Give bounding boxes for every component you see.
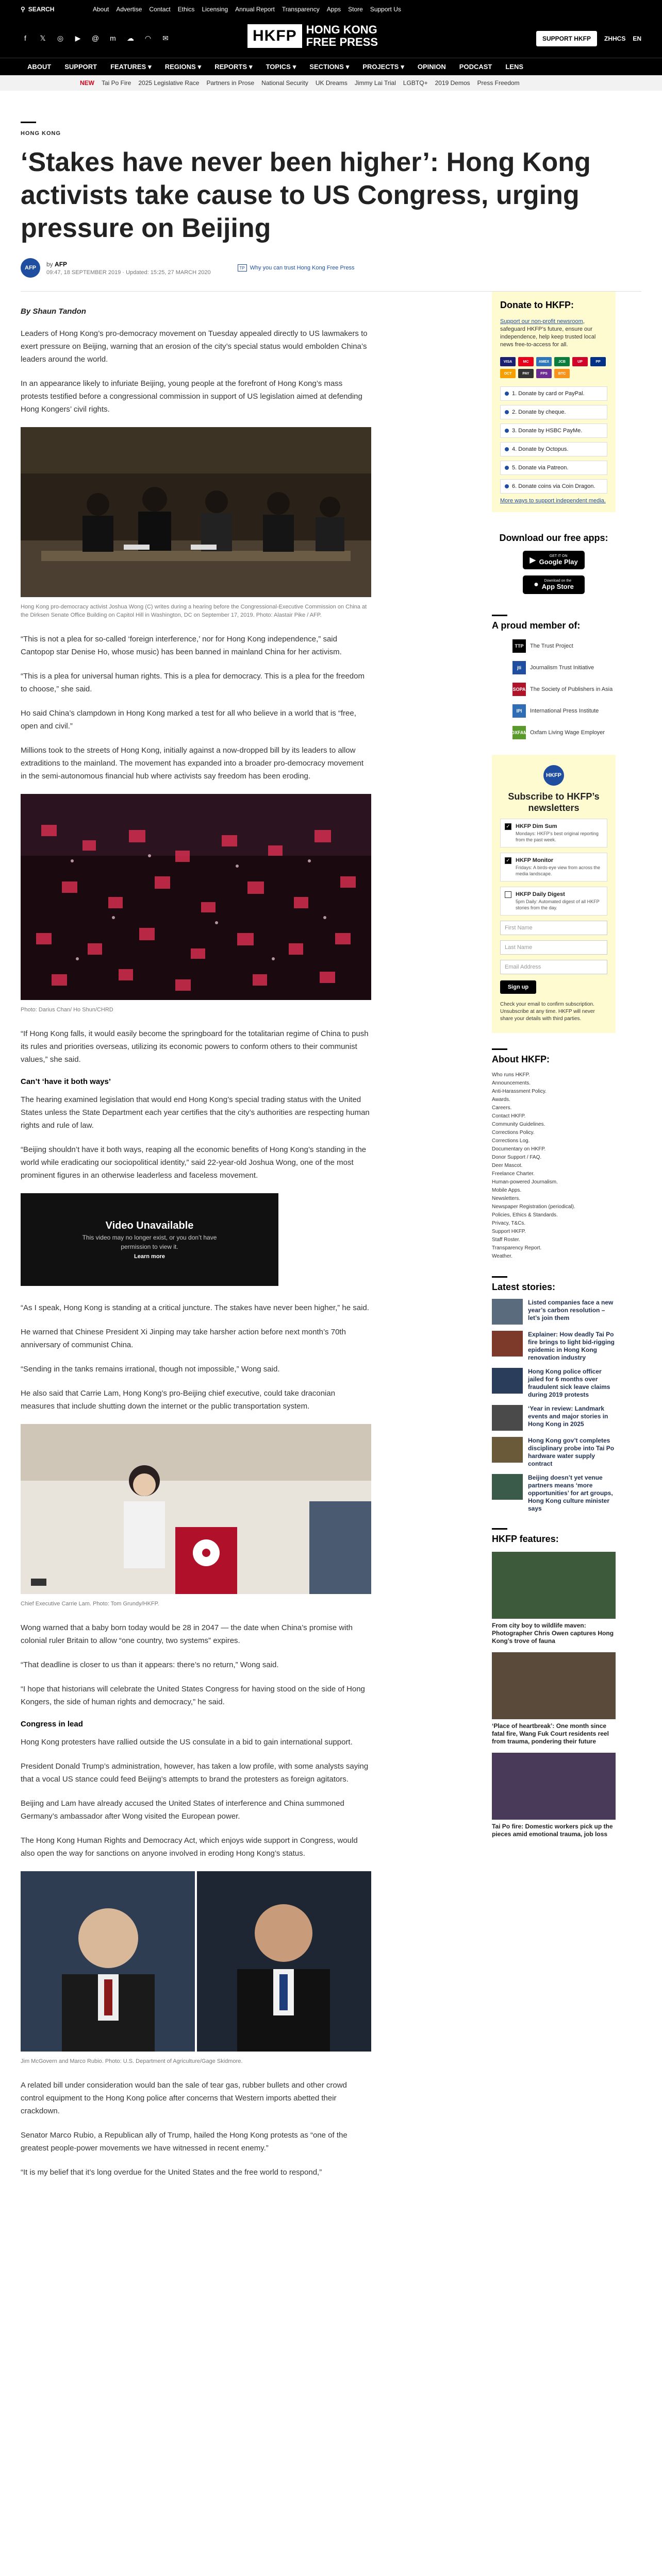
donate-option[interactable]: [500, 405, 607, 419]
member-logo-icon: IPI: [512, 704, 526, 718]
feature-thumbnail: [492, 1552, 616, 1619]
trending-link[interactable]: National Security: [261, 79, 308, 87]
about-link[interactable]: Donor Support / FAQ.: [492, 1155, 542, 1160]
story-thumbnail: [492, 1368, 523, 1394]
article-category[interactable]: HONG KONG: [21, 130, 61, 137]
nav-item[interactable]: [259, 63, 303, 71]
paragraph: “This is not a plea for so-called ‘foreign interference,’ nor for Hong Kong independence,” said Cantopop star Denise Ho, whose music) has been banned in mainland China for her activism.: [21, 635, 342, 656]
members-section: [492, 615, 616, 739]
story-title[interactable]: Explainer: How deadly Tai Po fire brings to light bid-rigging epidemic in Hong Kong renovation industry: [528, 1331, 615, 1361]
about-link[interactable]: Freelance Charter.: [492, 1171, 535, 1177]
top-link[interactable]: Licensing: [202, 6, 228, 13]
youtube-icon[interactable]: ▶: [75, 33, 81, 42]
signup-button[interactable]: Sign up: [500, 980, 536, 994]
features-title: HKFP features:: [492, 1534, 559, 1544]
nav-item-label: PODCAST: [459, 63, 492, 71]
newsletter-option-text: [516, 823, 603, 843]
member-name: International Press Institute: [530, 708, 599, 714]
about-link[interactable]: Community Guidelines.: [492, 1122, 545, 1127]
top-link[interactable]: Support Us: [370, 6, 401, 13]
figure-hearing: [21, 427, 371, 619]
paragraph: “Beijing shouldn’t have it both ways, reaping all the economic benefits of Hong Kong’s standing in the world while eradicating our sociopolitical identity,” said 22-year-old Joshua Wong, one of the most prominent figures in an otherwise leaderless and faceless movement.: [21, 1145, 367, 1180]
site-logo[interactable]: [247, 24, 378, 48]
top-link[interactable]: Store: [348, 6, 363, 13]
top-link[interactable]: Transparency: [282, 6, 320, 13]
checkbox[interactable]: ✓: [505, 857, 511, 864]
donate-option-label: 5. Donate via Patreon.: [512, 465, 569, 471]
story-title[interactable]: Hong Kong gov’t completes disciplinary probe into Tai Po hardware water supply contract: [528, 1437, 615, 1467]
members-title: A proud member of:: [492, 620, 581, 631]
paragraph: “That deadline is closer to us than it appears: there’s no return,” Wong said.: [21, 1660, 279, 1669]
search-button[interactable]: ⚲ SEARCH: [21, 6, 55, 13]
nav-item-label: TOPICS: [266, 63, 291, 71]
author-avatar[interactable]: AFP: [21, 258, 40, 278]
rss-icon[interactable]: ◠: [144, 33, 152, 42]
story-thumbnail: [492, 1474, 523, 1500]
donate-option-label: 3. Donate by HSBC PayMe.: [512, 428, 583, 434]
chevron-down-icon: ▾: [197, 62, 202, 71]
story-title[interactable]: Beijing doesn’t yet venue partners means ‘more opportunities’ for art groups, Hong Kong culture minister says: [528, 1474, 613, 1512]
member-name: Journalism Trust Initiative: [530, 665, 594, 671]
paragraph: Beijing and Lam have already accused the United States of interference and China summoned Germany’s ambassador after Wong visited the European power.: [21, 1799, 344, 1821]
google-play-button[interactable]: ▶ GET IT ON Google Play: [523, 551, 585, 569]
about-section: [492, 1048, 616, 1261]
paragraph: “Sending in the tanks remains irrational, though not impossible,” Wong said.: [21, 1365, 280, 1374]
category-rule: [21, 122, 36, 123]
donate-option-label: 2. Donate by cheque.: [512, 409, 566, 415]
about-link[interactable]: Corrections Policy.: [492, 1130, 535, 1136]
nav-item-label: PROJECTS: [362, 63, 399, 71]
video-learn-more-link[interactable]: Learn more: [134, 1253, 165, 1260]
latest-story[interactable]: [492, 1368, 616, 1399]
latest-story[interactable]: [492, 1299, 616, 1325]
trust-link[interactable]: TP Why you can trust Hong Kong Free Press: [238, 264, 355, 272]
feature-story[interactable]: [492, 1652, 616, 1745]
sidebar: [492, 292, 616, 1838]
trending-link[interactable]: Partners in Prose: [206, 79, 255, 87]
figure-caption: Chief Executive Carrie Lam. Photo: Tom Grundy/HKFP.: [21, 1601, 159, 1607]
about-link[interactable]: Contact HKFP.: [492, 1113, 526, 1119]
nav-item[interactable]: [356, 63, 411, 71]
nav-item[interactable]: [158, 63, 208, 71]
paragraph: “If Hong Kong falls, it would easily become the springboard for the totalitarian regime of China to push its rules and priorities overseas, utilizing its economic powers to conform others to their communist values,” she said.: [21, 1029, 369, 1064]
newsletter-icon[interactable]: ✉: [162, 33, 169, 42]
top-links: [93, 6, 401, 13]
payment-card-icon: PP: [590, 357, 606, 366]
nav-item[interactable]: [208, 63, 259, 71]
google-play-icon: ▶: [529, 556, 536, 565]
payment-methods: [500, 357, 607, 378]
donate-option[interactable]: [500, 479, 607, 494]
top-link[interactable]: About: [93, 6, 109, 13]
donate-option-label: 6. Donate coins via Coin Dragon.: [512, 483, 595, 489]
newsletter-option-title: HKFP Daily Digest: [516, 891, 565, 897]
feature-title[interactable]: From city boy to wildlife maven: Photographer Chris Owen captures Hong Kong’s trove of fauna: [492, 1622, 614, 1645]
member-org[interactable]: [512, 726, 616, 739]
main-nav: [0, 58, 662, 75]
article-headline: ‘Stakes have never been higher’: Hong Kong activists take cause to US Congress, urging pressure on Beijing: [21, 147, 591, 243]
paragraph: Hong Kong protesters have rallied outside the US consulate in a bid to gain international support.: [21, 1738, 353, 1747]
newsletter-option-desc: Mondays: HKFP’s best original reporting from the past week.: [516, 831, 599, 842]
top-link[interactable]: Ethics: [177, 6, 195, 13]
donate-option[interactable]: [500, 386, 607, 401]
member-name: The Society of Publishers in Asia: [530, 686, 613, 692]
lang-zh-link[interactable]: ZHHCS: [604, 35, 626, 42]
article-dates: 09:47, 18 SEPTEMBER 2019 · Updated: 15:25, 27 MARCH 2020: [46, 269, 211, 276]
apple-icon: ●: [534, 580, 539, 589]
radio-icon: [505, 484, 509, 488]
paragraph: “I hope that historians will celebrate the United States Congress for having stood on the side of Hong Kongers, the side of human rights and democracy,” he said.: [21, 1685, 365, 1706]
payment-card-icon: OCT: [500, 369, 516, 378]
site-header: [0, 19, 662, 58]
figure-carrie-lam: [21, 1424, 371, 1608]
app-store-button[interactable]: ● Download on the App Store: [523, 575, 585, 594]
trending-link[interactable]: LGBTQ+: [403, 79, 428, 87]
nav-item-label: SUPPORT: [64, 63, 97, 71]
story-thumbnail: [492, 1437, 523, 1463]
paragraph: “This is a plea for universal human rights. This is a plea for democracy. This is a plea for the freedom to choose,” she said.: [21, 672, 365, 693]
chevron-down-icon: ▾: [345, 62, 350, 71]
member-org[interactable]: [512, 704, 616, 718]
radio-icon: [505, 429, 509, 433]
search-icon: ⚲: [21, 6, 25, 13]
newsletter-option-title: HKFP Dim Sum: [516, 823, 557, 829]
about-link[interactable]: Announcements.: [492, 1080, 531, 1086]
nav-item-label: FEATURES: [110, 63, 146, 71]
paragraph: The Hong Kong Human Rights and Democracy Act, which enjoys wide support in Congress, would also open the way for sanctions on anyone involved in eroding Hong Kong’s status.: [21, 1836, 358, 1858]
figure-caption: Hong Kong pro-democracy activist Joshua Wong (C) writes during a hearing before the Congressional-Executive Commission on China at the Dirksen Senate Office Building on Capitol Hill in Washington, DC on September 17, 2019. Photo: Alastair Pike / AFP.: [21, 604, 367, 618]
support-hkfp-button[interactable]: SUPPORT HKFP: [536, 31, 597, 46]
facebook-icon[interactable]: f: [24, 34, 26, 42]
nav-item[interactable]: [411, 63, 453, 71]
about-link[interactable]: Staff Roster.: [492, 1237, 520, 1243]
paragraph: “As I speak, Hong Kong is standing at a critical juncture. The stakes have never been higher,” he said.: [21, 1303, 369, 1312]
paragraph: President Donald Trump’s administration, however, has taken a low profile, with some analysts saying that a vocal US stance could feed Beijing’s attempts to brand the protesters as foreign agitators.: [21, 1762, 369, 1784]
header-actions: [536, 31, 641, 46]
bluesky-icon[interactable]: ☁: [127, 33, 134, 42]
radio-icon: [505, 447, 509, 451]
member-logo-icon: jti: [512, 661, 526, 674]
story-title[interactable]: Hong Kong police officer jailed for 6 months over fraudulent sick leave claims during 2019 protests: [528, 1368, 610, 1398]
latest-story[interactable]: [492, 1437, 616, 1468]
about-link[interactable]: Newspaper Registration (periodical).: [492, 1204, 575, 1210]
first-name-input[interactable]: First Name: [500, 921, 607, 935]
paragraph: He also said that Carrie Lam, Hong Kong’s pro-Beijing chief executive, could take draconian measures that include shutting down the internet or the public transportation system.: [21, 1389, 336, 1411]
section-subhead: Can’t ‘have it both ways’: [21, 1077, 111, 1086]
social-icons: [21, 33, 170, 43]
about-link[interactable]: Awards.: [492, 1097, 510, 1103]
paragraph: He warned that Chinese President Xi Jinping may take harsher action before next month’s 70th anniversary of communist China.: [21, 1328, 346, 1349]
video-message: This video may no longer exist, or you don’t have: [82, 1233, 217, 1241]
latest-story[interactable]: [492, 1474, 616, 1513]
lang-en-link[interactable]: EN: [633, 35, 641, 42]
newsletter-note: Check your email to confirm subscription. Unsubscribe at any time. HKFP will never share your details with third parties.: [500, 1002, 595, 1022]
figure-mcgovern-rubio: [21, 1871, 371, 2065]
article-header: [0, 91, 662, 278]
paragraph: In an appearance likely to infuriate Beijing, young people at the forefront of Hong Kong’s mass protests testified before a congressional commission in support of US legislation aimed at defending Hong Kongers’ civil rights.: [21, 379, 362, 414]
feature-thumbnail: [492, 1652, 616, 1719]
feature-title[interactable]: Tai Po fire: Domestic workers pick up the pieces amid emotional trauma, job loss: [492, 1823, 613, 1838]
newsletter-option-title: HKFP Monitor: [516, 857, 554, 863]
about-link[interactable]: Who runs HKFP.: [492, 1072, 530, 1078]
donate-box: Donate to HKFP: Support our non-profit newsroom, safeguard HKFP’s future, ensure our independence, help keep trusted local news free-to-access for all. VISA MC AMEX JCB UP PP OCT PAY FPS BTC 1. Donate by card or PayPal. 2. Donate by cheque. 3. Donate by HSBC PayMe. 4. Donate by Octopus. 5. Donate via Patreon. 6. Donate coins via Coin Dragon. More ways to support independent media.: [492, 292, 616, 512]
donate-options: [500, 386, 607, 494]
member-logo-icon: SOPA: [512, 683, 526, 696]
chevron-down-icon: ▾: [292, 62, 296, 71]
nav-item[interactable]: [58, 63, 104, 71]
about-link[interactable]: Weather.: [492, 1253, 512, 1259]
trending-link[interactable]: UK Dreams: [315, 79, 347, 87]
top-bar: [0, 0, 662, 19]
about-link[interactable]: Newsletters.: [492, 1196, 521, 1201]
trust-project-icon: TP: [238, 264, 247, 272]
trending-link[interactable]: 2025 Legislative Race: [138, 79, 200, 87]
checkbox[interactable]: ✓: [505, 823, 511, 830]
member-org[interactable]: [512, 639, 616, 653]
chevron-down-icon: ▾: [401, 62, 404, 71]
trending-link[interactable]: Jimmy Lai Trial: [354, 79, 396, 87]
donate-option-label: 1. Donate by card or PayPal.: [512, 391, 585, 397]
x-icon[interactable]: 𝕏: [40, 33, 46, 42]
payment-card-icon: JCB: [554, 357, 570, 366]
nav-item-label: OPINION: [417, 63, 446, 71]
figure-caption: Jim McGovern and Marco Rubio. Photo: U.S. Department of Agriculture/Gage Skidmore.: [21, 2058, 243, 2064]
newsletter-option[interactable]: [500, 853, 607, 882]
feature-title[interactable]: ‘Place of heartbreak’: One month since fatal fire, Wang Fuk Court residents reel from trauma, pondering their future: [492, 1722, 609, 1745]
story-title[interactable]: ‘Year in review: Landmark events and major stories in Hong Kong in 2025: [528, 1405, 608, 1428]
donate-option[interactable]: [500, 461, 607, 475]
newsletter-option-text: [516, 891, 603, 911]
story-title[interactable]: Listed companies face a new year’s carbon resolution – let’s join them: [528, 1299, 614, 1321]
feature-story[interactable]: [492, 1552, 616, 1645]
latest-story[interactable]: [492, 1331, 616, 1362]
trending-link[interactable]: 2019 Demos: [435, 79, 470, 87]
story-thumbnail: [492, 1331, 523, 1357]
about-link[interactable]: Support HKFP.: [492, 1229, 526, 1234]
logo-text-line2: FREE PRESS: [306, 36, 378, 48]
payment-card-icon: AMEX: [536, 357, 552, 366]
checkbox[interactable]: [505, 891, 511, 898]
about-link[interactable]: Privacy, T&Cs.: [492, 1221, 526, 1226]
trending-new-label: NEW: [80, 79, 94, 87]
donate-option[interactable]: [500, 442, 607, 456]
about-title: About HKFP:: [492, 1054, 550, 1064]
about-link[interactable]: Policies, Ethics & Standards.: [492, 1212, 558, 1218]
nav-item[interactable]: [303, 63, 356, 71]
donate-option-label: 4. Donate by Octopus.: [512, 446, 569, 452]
member-logo-icon: TTP: [512, 639, 526, 653]
top-link[interactable]: Apps: [326, 6, 341, 13]
payment-card-icon: MC: [518, 357, 534, 366]
radio-icon: [505, 392, 509, 396]
figure-caption: Photo: Darius Chan/ Ho Shun/CHRD: [21, 1007, 113, 1013]
story-thumbnail: [492, 1405, 523, 1431]
nav-item[interactable]: [453, 63, 499, 71]
nav-item-label: SECTIONS: [309, 63, 344, 71]
protest-photo: [21, 794, 371, 1000]
nav-item[interactable]: [499, 63, 530, 71]
logo-mark: HKFP: [247, 24, 302, 48]
trending-bar: [0, 75, 662, 91]
about-link[interactable]: Corrections Log.: [492, 1138, 530, 1144]
author-name[interactable]: AFP: [55, 260, 68, 268]
payment-card-icon: VISA: [500, 357, 516, 366]
article-body: [21, 307, 371, 2190]
paragraph: Millions took to the streets of Hong Kong, initially against a now-dropped bill by its leaders to allow extraditions to the mainland. The movement has expanded into a broader pro-democracy movement in the semi-autonomous financial hub where activists say freedom has been eroding.: [21, 746, 364, 781]
features-section: [492, 1528, 616, 1838]
latest-title: Latest stories:: [492, 1282, 556, 1292]
nav-item[interactable]: [21, 63, 58, 71]
member-org[interactable]: [512, 683, 616, 696]
video-embed[interactable]: [21, 1193, 278, 1286]
figure-protest: [21, 794, 371, 1014]
member-name: The Trust Project: [530, 643, 573, 649]
radio-icon: [505, 466, 509, 470]
nav-item-label: REPORTS: [214, 63, 247, 71]
chevron-down-icon: ▾: [249, 62, 253, 71]
donate-intro-link[interactable]: Support our non-profit newsroom: [500, 318, 583, 325]
apps-title: Download our free apps:: [499, 533, 608, 543]
threads-icon[interactable]: @: [91, 34, 100, 42]
email-input[interactable]: Email Address: [500, 960, 607, 974]
carrie-lam-photo: [21, 1424, 371, 1594]
payment-card-icon: BTC: [554, 369, 570, 378]
apps-section: [492, 533, 616, 594]
byline: AFP by AFP 09:47, 18 SEPTEMBER 2019 · Updated: 15:25, 27 MARCH 2020 TP Why you can trust Hong Kong Free Press: [21, 258, 641, 278]
mastodon-icon[interactable]: m: [110, 34, 116, 42]
newsletter-option[interactable]: [500, 819, 607, 848]
newsletter-box: [492, 755, 616, 1033]
newsletter-option-desc: Fridays: A birds-eye view from across the media landscape.: [516, 865, 601, 876]
about-link[interactable]: Human-powered Journalism.: [492, 1179, 558, 1185]
mcgovern-rubio-photo: [21, 1871, 371, 2052]
paragraph: Senator Marco Rubio, a Republican ally of Trump, hailed the Hong Kong protests as “one of the greatest people-power movements we have witnessed in recent enemy.”: [21, 2131, 347, 2153]
video-title: Video Unavailable: [105, 1219, 194, 1231]
paragraph: Ho said China’s clampdown in Hong Kong marked a test for all who believe in a world that is “free, open and civil.”: [21, 709, 356, 731]
paragraph: Leaders of Hong Kong’s pro-democracy movement on Tuesday appealed directly to US lawmakers to exert pressure on Beijing, warning that an erosion of the city’s special status would embolden China’s leaders around the world.: [21, 329, 368, 364]
trending-link[interactable]: Tai Po Fire: [102, 79, 131, 87]
newsletter-option-desc: 5pm Daily: Automated digest of all HKFP stories from the day.: [516, 899, 600, 910]
paragraph: Wong warned that a baby born today would be 28 in 2047 — the date when China’s promise with colonial ruler Britain to allow “one country, two systems” expires.: [21, 1623, 353, 1645]
top-link[interactable]: Advertise: [116, 6, 142, 13]
payment-card-icon: PAY: [518, 369, 534, 378]
radio-icon: [505, 410, 509, 414]
nav-item-label: LENS: [505, 63, 524, 71]
hearing-photo: [21, 427, 371, 597]
paragraph: A related bill under consideration would ban the sale of tear gas, rubber bullets and other crowd control equipment to the Hong Kong police after concerns that Western imports abetted their crackdown.: [21, 2081, 347, 2115]
paragraph: The hearing examined legislation that would end Hong Kong’s special trading status with the United States unless the State Department each year certifies that the city’s authorities are respecting human rights and rule of law.: [21, 1095, 370, 1130]
latest-story[interactable]: [492, 1405, 616, 1431]
top-link[interactable]: Contact: [149, 6, 171, 13]
nav-item[interactable]: [104, 63, 158, 71]
about-link[interactable]: Deer Mascot.: [492, 1163, 523, 1168]
donate-option[interactable]: [500, 423, 607, 438]
nav-item-label: REGIONS: [164, 63, 196, 71]
trending-link[interactable]: Press Freedom: [477, 79, 520, 87]
nav-item-label: ABOUT: [27, 63, 52, 71]
section-subhead: Congress in lead: [21, 1720, 83, 1728]
about-link[interactable]: Mobile Apps.: [492, 1188, 522, 1193]
newsletter-option[interactable]: [500, 887, 607, 916]
feature-thumbnail: [492, 1753, 616, 1820]
instagram-icon[interactable]: ◎: [57, 33, 64, 42]
newsletter-option-text: [516, 857, 603, 877]
logo-text-line1: HONG KONG: [306, 23, 377, 36]
about-link[interactable]: Anti-Harassment Policy.: [492, 1089, 547, 1094]
payment-card-icon: FPS: [536, 369, 552, 378]
about-link[interactable]: Careers.: [492, 1105, 512, 1111]
latest-stories: [492, 1276, 616, 1513]
last-name-input[interactable]: Last Name: [500, 940, 607, 955]
article-author: By Shaun Tandon: [21, 307, 86, 316]
member-org[interactable]: [512, 661, 616, 674]
payment-card-icon: UP: [572, 357, 588, 366]
paragraph: “It is my belief that it’s long overdue for the United States and the free world to respond,”: [21, 2168, 322, 2177]
more-ways-link[interactable]: More ways to support independent media.: [500, 498, 606, 504]
hkfp-logo: HKFP: [543, 765, 564, 786]
about-link[interactable]: Documentary on HKFP.: [492, 1146, 546, 1152]
newsletter-title: Subscribe to HKFP’s newsletters: [508, 791, 600, 813]
member-name: Oxfam Living Wage Employer: [530, 730, 605, 736]
top-link[interactable]: Annual Report: [235, 6, 275, 13]
about-link[interactable]: Transparency Report.: [492, 1245, 542, 1251]
video-message-2: permission to view it.: [121, 1243, 178, 1250]
chevron-down-icon: ▾: [148, 62, 152, 71]
feature-story[interactable]: [492, 1753, 616, 1838]
member-logo-icon: OXFAM: [512, 726, 526, 739]
story-thumbnail: [492, 1299, 523, 1325]
donate-title: Donate to HKFP:: [500, 300, 574, 310]
